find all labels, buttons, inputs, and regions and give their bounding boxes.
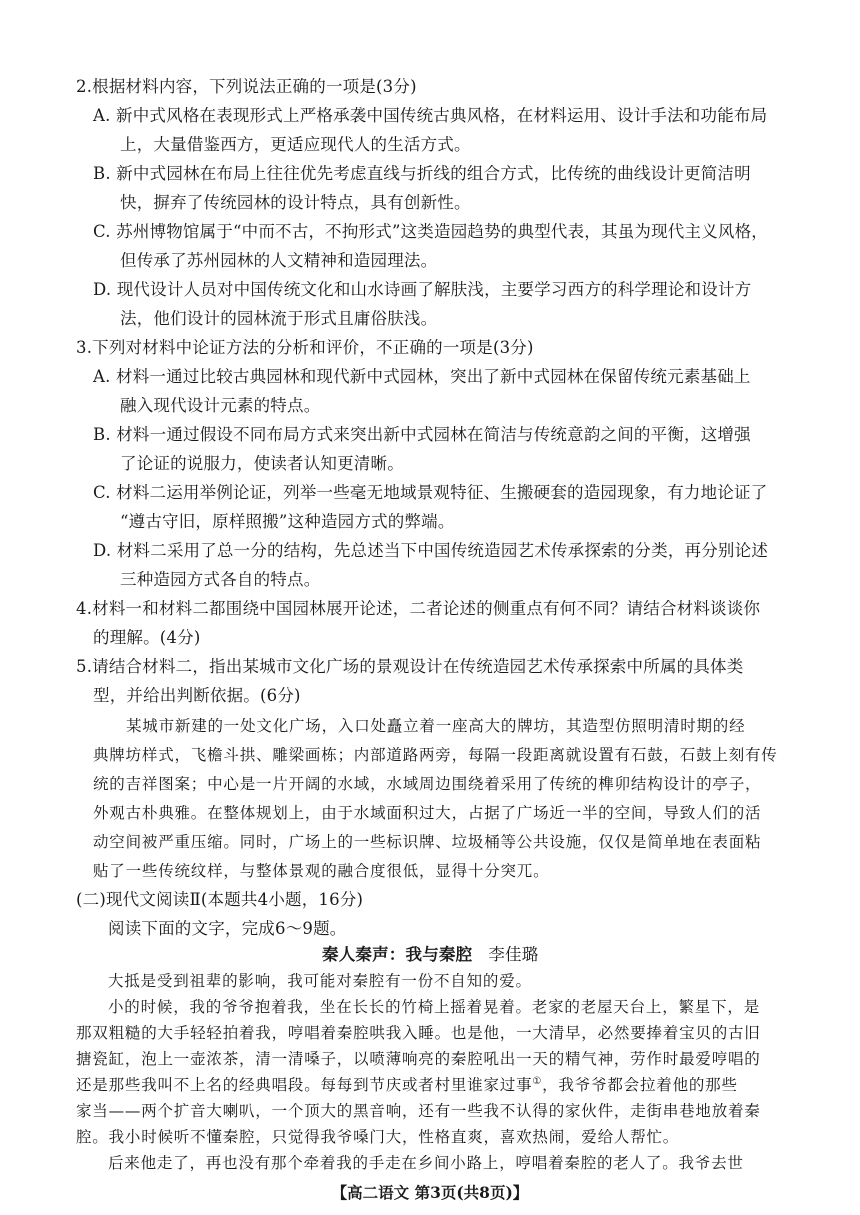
q3-option-c-line1: C. 材料二运用举例论证，列举一些毫无地域景观特征、生搬硬套的造园现象，有力地论证了 [93,483,768,502]
article-title [322,944,538,966]
q2-option-a-line2: 上，大量借鉴西方，更适应现代人的生活方式。 [120,135,471,154]
q3-option-c-line2: “遵古守旧，原样照搬”这种造园方式的弊端。 [120,512,455,531]
article-para3-line1: 后来他走了，再也没有那个牵着我的手走在乡间小路上，哼唱着秦腔的老人了。我爷去世 [108,1154,744,1172]
article-para2-line1: 小的时候，我的爷爷抱着我，坐在长长的竹椅上摇着晃着。老家的老屋天台上，繁星下，是 [108,998,761,1016]
article-para2-line4 [76,1074,738,1096]
q3-option-a-line1: A. 材料一通过比较古典园林和现代新中式园林，突出了新中式园林在保留传统元素基础上 [93,367,751,386]
footnote-marker: ① [532,1076,543,1087]
q2-option-d-line1: D. 现代设计人员对中国传统文化和山水诗画了解肤浅，主要学习西方的科学理论和设计方 [93,280,752,299]
q5-material-line2: 典牌坊样式，飞檐斗拱、雕梁画栋；内部道路两旁，每隔一段距离就设置有石鼓，石鼓上刻有传 [93,746,778,764]
q2-option-b-line1: B. 新中式园林在布局上往往优先考虑直线与折线的组合方式，比传统的曲线设计更简洁明 [93,164,751,183]
q5-material-line5: 动空间被严重压缩。同时，广场上的一些标识牌、垃圾桶等公共设施，仅仅是简单地在表面粘 [93,833,762,851]
q2-option-b-line2: 快，摒弃了传统园林的设计特点，具有创新性。 [120,193,471,212]
page-footer: 【高二语文 第3页(共8页)】 [331,1183,529,1202]
q5-material-line1: 某城市新建的一处文化广场，入口处矗立着一座高大的牌坊，其造型仿照明清时期的经 [126,717,746,735]
article-para2-line5: 家当——两个扩音大喇叭，一个顶大的黑音响，还有一些我不认得的家伙件，走街串巷地放着秦 [76,1102,761,1120]
q2-stem: 2.根据材料内容，下列说法正确的一项是(3分) [76,77,417,96]
q3-option-a-line2: 融入现代设计元素的特点。 [120,396,321,415]
q3-stem: 3.下列对材料中论证方法的分析和评价，不正确的一项是(3分) [76,338,534,357]
q5-material-line6: 贴了一些传统纹样，与整体景观的融合度很低，显得十分突兀。 [93,862,550,880]
article-para2-line4-tail: ，我爷爷都会拉着他的那些 [542,1076,738,1094]
article-author: 李佳璐 [488,945,539,964]
article-para2-line6: 腔。我小时候听不懂秦腔，只觉得我爷嗓门大，性格直爽，喜欢热闹，爱给人帮忙。 [76,1128,680,1146]
q5-line2: 型，并给出判断依据。(6分) [93,686,301,705]
q2-option-c-line1: C. 苏州博物馆属于“中而不古，不拘形式”这类造园趋势的典型代表，其虽为现代主义风格， [93,222,768,241]
q2-option-c-line2: 但传承了苏州园林的人文精神和造园理法。 [120,251,438,270]
q5-material-line4: 外观古朴典雅。在整体规划上，由于水域面积过大，占据了广场近一半的空间，导致人们的活 [93,804,762,822]
q4-line2: 的理解。(4分) [93,628,201,647]
article-title-text: 秦人秦声：我与秦腔 [322,945,473,964]
section-instruction: 阅读下面的文字，完成6～9题。 [108,919,347,938]
article-para2-line4-text: 还是那些我叫不上名的经典唱段。每每到节庆或者村里谁家过事 [76,1076,533,1094]
q3-option-d-line1: D. 材料二采用了总一分的结构，先总述当下中国传统造园艺术传承探索的分类，再分别论述 [93,541,769,560]
q5-material-line3: 统的吉祥图案；中心是一片开阔的水域，水域周边围绕着采用了传统的榫卯结构设计的亭子， [93,775,762,793]
article-para2-line2: 那双粗糙的大手轻轻拍着我，哼唱着秦腔哄我入睡。也是他，一大清早，必然要捧着宝贝的古旧 [76,1024,761,1042]
q2-option-a-line1: A. 新中式风格在表现形式上严格承袭中国传统古典风格，在材料运用、设计手法和功能布局 [93,106,768,125]
q3-option-b-line2: 了论证的说服力，使读者认知更清晰。 [120,454,404,473]
q5-line1: 5.请结合材料二，指出某城市文化广场的景观设计在传统造园艺术传承探索中所属的具体类 [76,657,744,676]
section-heading: (二)现代文阅读Ⅱ(本题共4小题，16分) [76,890,364,909]
q4-line1: 4.材料一和材料二都围绕中国园林展开论述，二者论述的侧重点有何不同？请结合材料谈谈你 [76,599,761,618]
article-para2-line3: 搪瓷缸，泡上一壶浓茶，清一清嗓子，以喷薄响亮的秦腔吼出一天的精气神，劳作时最爱哼唱的 [76,1050,761,1068]
q3-option-d-line2: 三种造园方式各自的特点。 [120,570,321,589]
q3-option-b-line1: B. 材料一通过假设不同布局方式来突出新中式园林在简洁与传统意韵之间的平衡，这增强 [93,425,751,444]
q2-option-d-line2: 法，他们设计的园林流于形式且庸俗肤浅。 [120,309,438,328]
article-para1: 大抵是受到祖辈的影响，我可能对秦腔有一份不自知的爱。 [108,972,532,990]
